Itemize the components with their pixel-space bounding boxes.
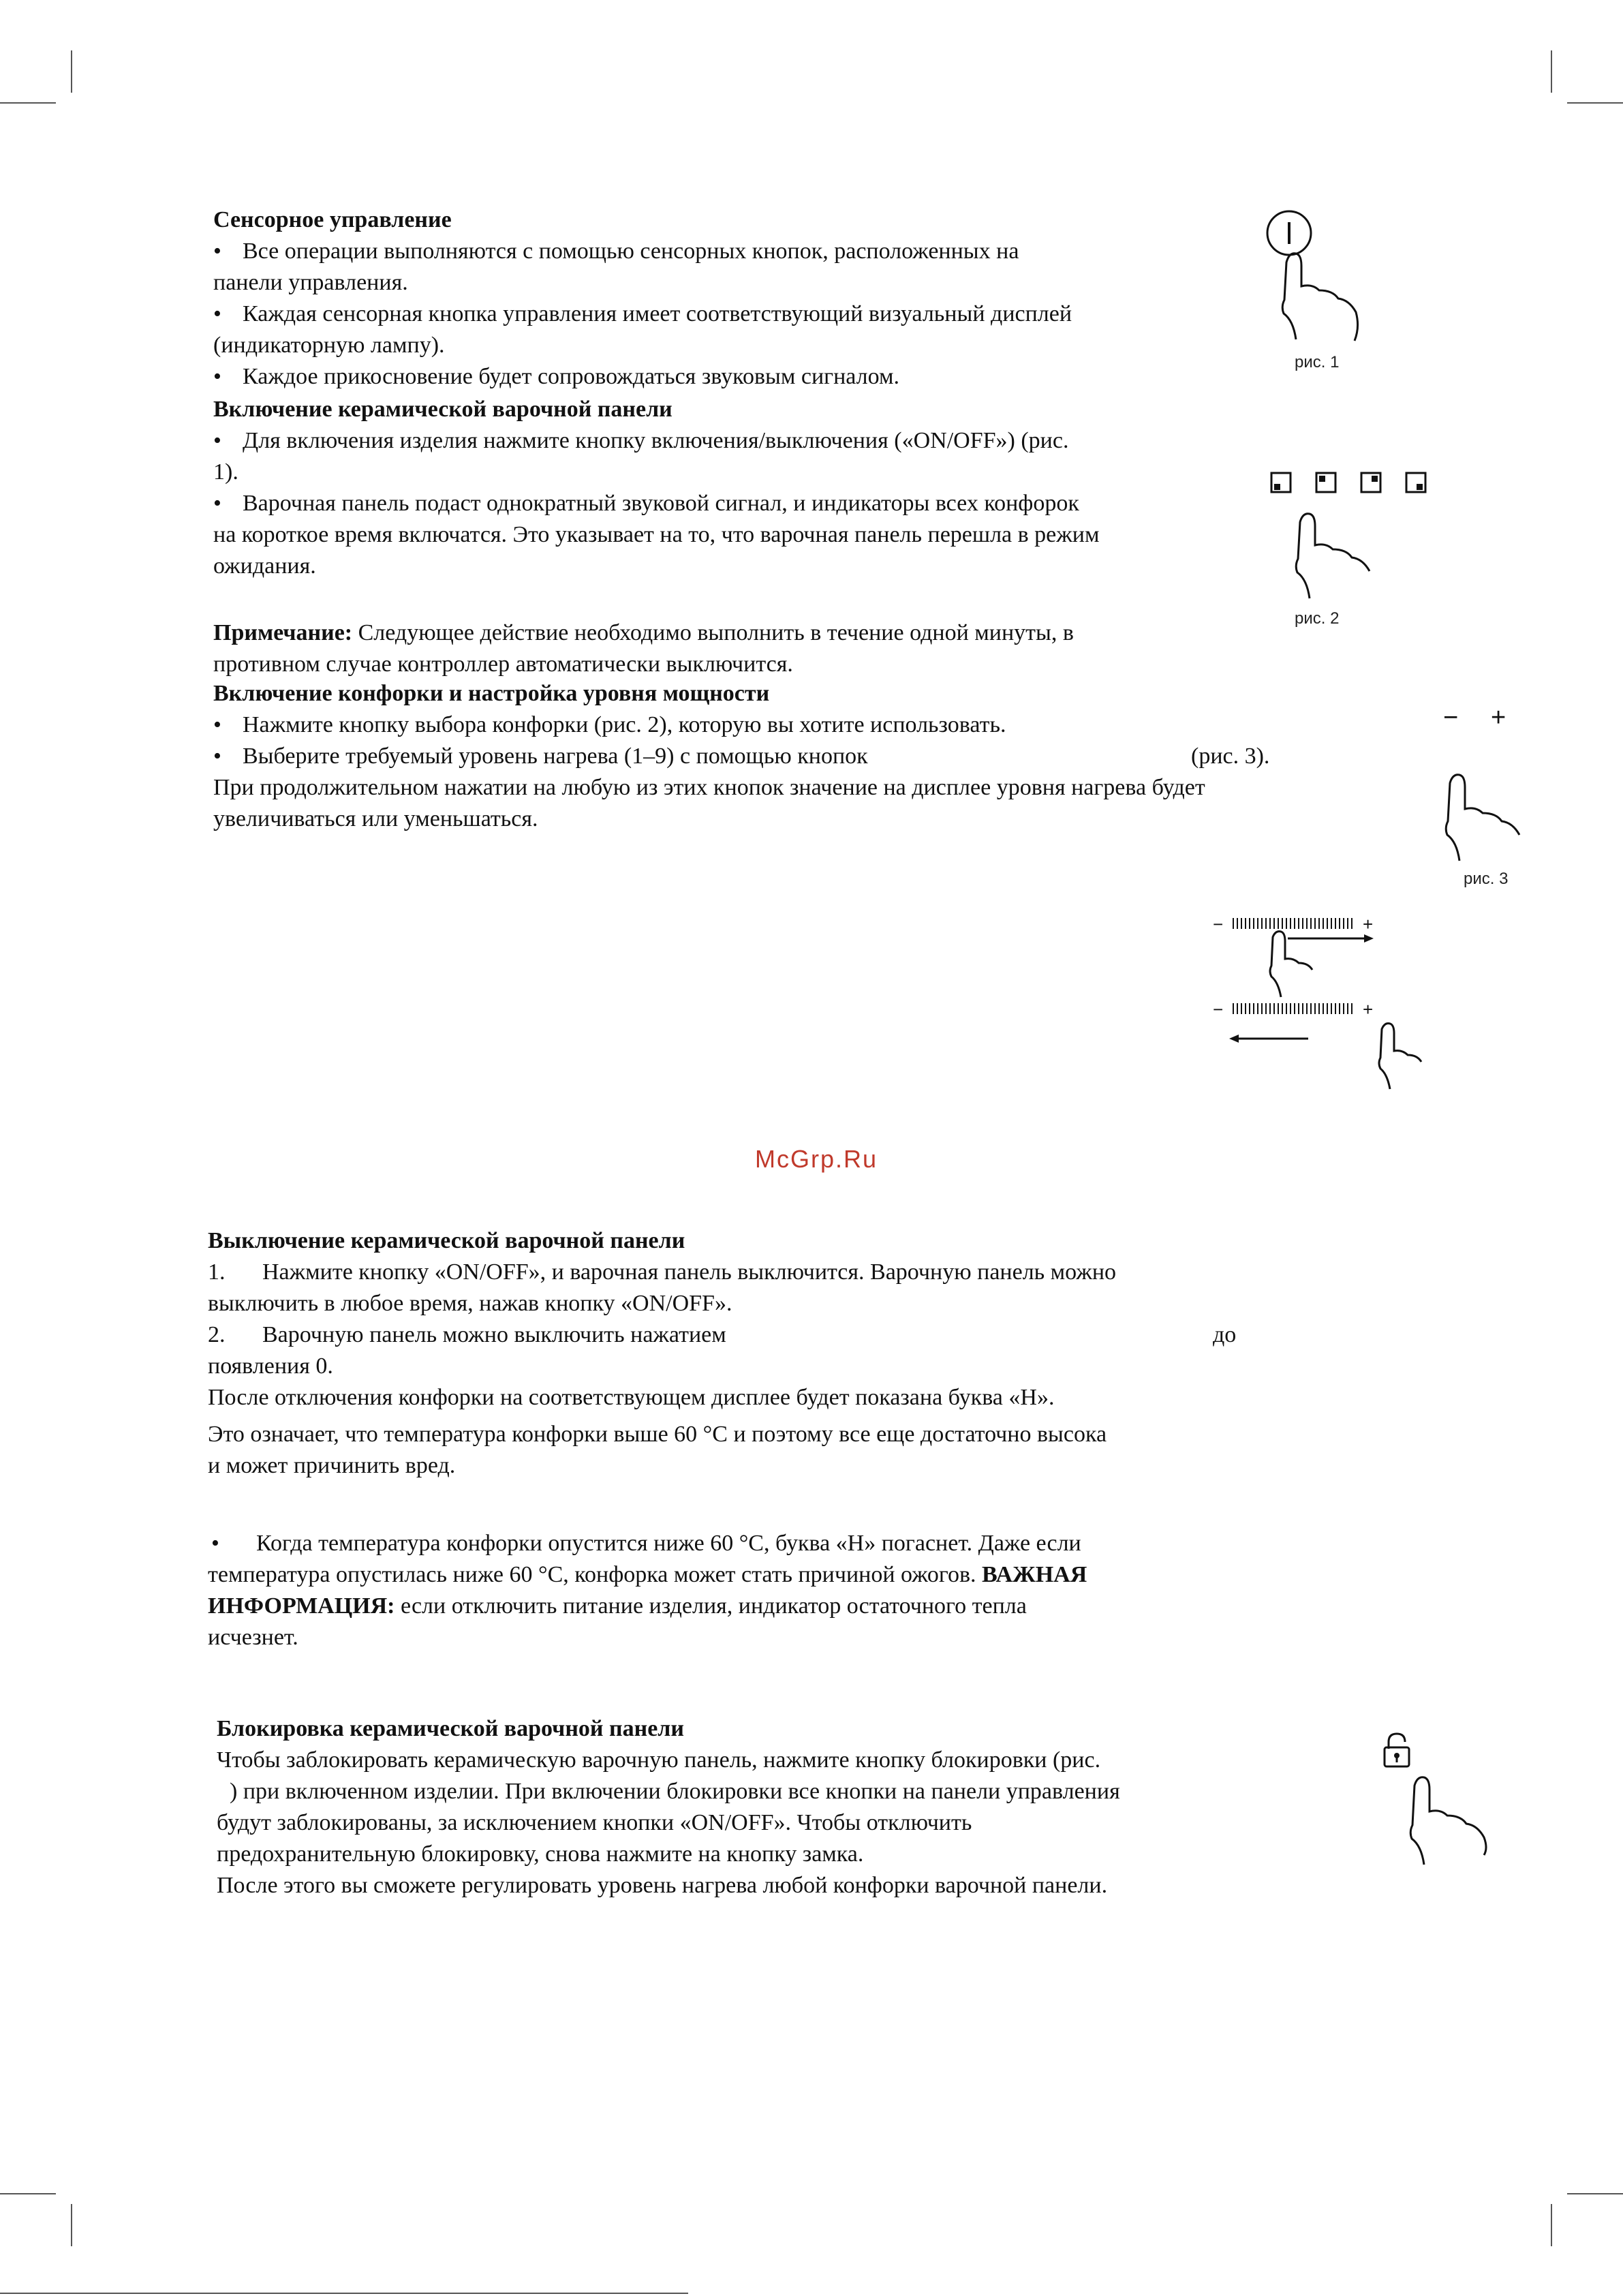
- text-line: Варочную панель можно выключить нажатием: [262, 1322, 726, 1347]
- text-line: Выберите требуемый уровень нагрева (1–9) с помощью кнопок: [243, 744, 868, 769]
- text-line: Каждое прикосновение будет сопровождаться звуковым сигналом.: [243, 364, 900, 389]
- text-line: После отключения конфорки на соответствующем дисплее будет показана буква «H».: [208, 1385, 1055, 1410]
- section-heading-switch-off: Выключение керамической варочной панели: [208, 1228, 685, 1253]
- text-line: Все операции выполняются с помощью сенсорных кнопок, расположенных на: [243, 239, 1019, 264]
- note-line: [213, 617, 1074, 649]
- text-line: После этого вы сможете регулировать уровень нагрева любой конфорки варочной панели.: [217, 1873, 1108, 1898]
- figure-slider-swipe-left: [1213, 995, 1458, 1094]
- crop-mark: [71, 50, 72, 93]
- figure-lock: [1382, 1731, 1511, 1871]
- svg-text:−: −: [1213, 914, 1224, 934]
- text-line: и может причинить вред.: [208, 1453, 456, 1478]
- slider-swipe-right-icon: [1213, 910, 1458, 998]
- text-line: противном случае контроллер автоматически выключится.: [213, 652, 793, 677]
- important-label: ИНФОРМАЦИЯ:: [208, 1593, 395, 1619]
- text-span: температура опустилась ниже 60 °C, конфорка может стать причиной ожогов.: [208, 1562, 982, 1587]
- power-button-icon: [1254, 204, 1390, 341]
- figure-caption: рис. 2: [1295, 609, 1340, 628]
- figure-1-on-off: [1254, 204, 1390, 344]
- crop-mark: [0, 2193, 56, 2194]
- bullet: •: [213, 428, 221, 453]
- crop-mark: [0, 2293, 688, 2294]
- list-number: 2.: [208, 1322, 226, 1347]
- section-heading-switch-on: Включение керамической варочной панели: [213, 397, 673, 422]
- text-line: Варочная панель подаст однократный звуковой сигнал, и индикаторы всех конфорок: [243, 491, 1079, 516]
- text-line: до: [1213, 1322, 1237, 1347]
- text-line: исчезнет.: [208, 1625, 298, 1650]
- text-line: [208, 1559, 1087, 1591]
- figure-caption: рис. 3: [1464, 870, 1509, 888]
- text-line: предохранительную блокировку, снова нажмите на кнопку замка.: [217, 1841, 864, 1867]
- svg-text:−: −: [1213, 999, 1224, 1020]
- hand-pointer-icon: [1438, 760, 1547, 862]
- bullet: •: [213, 239, 221, 264]
- section-heading-touch-control: Сенсорное управление: [213, 207, 452, 232]
- bullet: •: [213, 301, 221, 326]
- text-line: будут заблокированы, за исключением кнопки «ON/OFF». Чтобы отключить: [217, 1810, 972, 1835]
- text-line: появления 0.: [208, 1353, 333, 1379]
- text-line: Нажмите кнопку «ON/OFF», и варочная панель выключится. Варочную панель можно: [262, 1259, 1117, 1285]
- text-line: ожидания.: [213, 553, 316, 579]
- note-text: Следующее действие необходимо выполнить в течение одной минуты, в: [352, 620, 1074, 645]
- bullet: •: [211, 1531, 219, 1556]
- text-line: (рис. 3).: [1191, 744, 1270, 769]
- text-line: увеличиваться или уменьшаться.: [213, 806, 538, 831]
- crop-mark: [71, 2204, 72, 2246]
- text-line: на короткое время включатся. Это указывает на то, что варочная панель перешла в режим: [213, 522, 1100, 547]
- section-heading-burner-power: Включение конфорки и настройка уровня мощности: [213, 681, 770, 706]
- figure-slider-swipe-right: [1213, 910, 1458, 1002]
- slider-swipe-left-icon: [1213, 995, 1458, 1090]
- text-span: если отключить питание изделия, индикатор остаточного тепла: [395, 1593, 1027, 1619]
- crop-mark: [0, 102, 56, 104]
- bullet: •: [213, 712, 221, 737]
- text-line: Когда температура конфорки опустится ниже 60 °C, буква «H» погаснет. Даже если: [256, 1531, 1081, 1556]
- text-line: (индикаторную лампу).: [213, 333, 445, 358]
- text-line: Для включения изделия нажмите кнопку включения/выключения («ON/OFF») (рис.: [243, 428, 1069, 453]
- figure-3-level-buttons: [1438, 760, 1547, 866]
- note-label: Примечание:: [213, 620, 353, 645]
- important-label: ВАЖНАЯ: [982, 1562, 1087, 1587]
- lock-icon: [1382, 1731, 1511, 1867]
- text-line: Каждая сенсорная кнопка управления имеет соответствующий визуальный дисплей: [243, 301, 1072, 326]
- bullet: •: [213, 364, 221, 389]
- text-line: [208, 1591, 1027, 1622]
- text-line: Нажмите кнопку выбора конфорки (рис. 2), которую вы хотите использовать.: [243, 712, 1006, 737]
- minus-sign: −: [1443, 703, 1459, 732]
- bullet: •: [213, 491, 221, 516]
- text-line: панели управления.: [213, 270, 408, 295]
- crop-mark: [1567, 2193, 1623, 2194]
- svg-text:+: +: [1363, 999, 1374, 1020]
- plus-sign: +: [1491, 703, 1506, 732]
- text-line: выключить в любое время, нажав кнопку «ON/OFF».: [208, 1291, 732, 1316]
- crop-mark: [1551, 50, 1552, 93]
- watermark: McGrp.Ru: [755, 1145, 878, 1173]
- text-line: При продолжительном нажатии на любую из этих кнопок значение на дисплее уровня нагрева будет: [213, 775, 1205, 800]
- crop-mark: [1567, 102, 1623, 104]
- burner-select-icons: [1269, 470, 1459, 600]
- bullet: •: [213, 744, 221, 769]
- text-line: 1).: [213, 459, 238, 485]
- text-line: Это означает, что температура конфорки выше 60 °C и поэтому все еще достаточно высока: [208, 1422, 1107, 1447]
- figure-caption: рис. 1: [1295, 353, 1340, 371]
- text-line: Чтобы заблокировать керамическую варочную панель, нажмите кнопку блокировки (рис.: [217, 1747, 1101, 1773]
- svg-text:+: +: [1363, 914, 1374, 934]
- list-number: 1.: [208, 1259, 226, 1285]
- crop-mark: [1551, 2204, 1552, 2246]
- text-line: ) при включенном изделии. При включении блокировки все кнопки на панели управления: [230, 1779, 1120, 1804]
- section-heading-lock: Блокировка керамической варочной панели: [217, 1716, 684, 1741]
- figure-2-burner-select: [1269, 470, 1459, 603]
